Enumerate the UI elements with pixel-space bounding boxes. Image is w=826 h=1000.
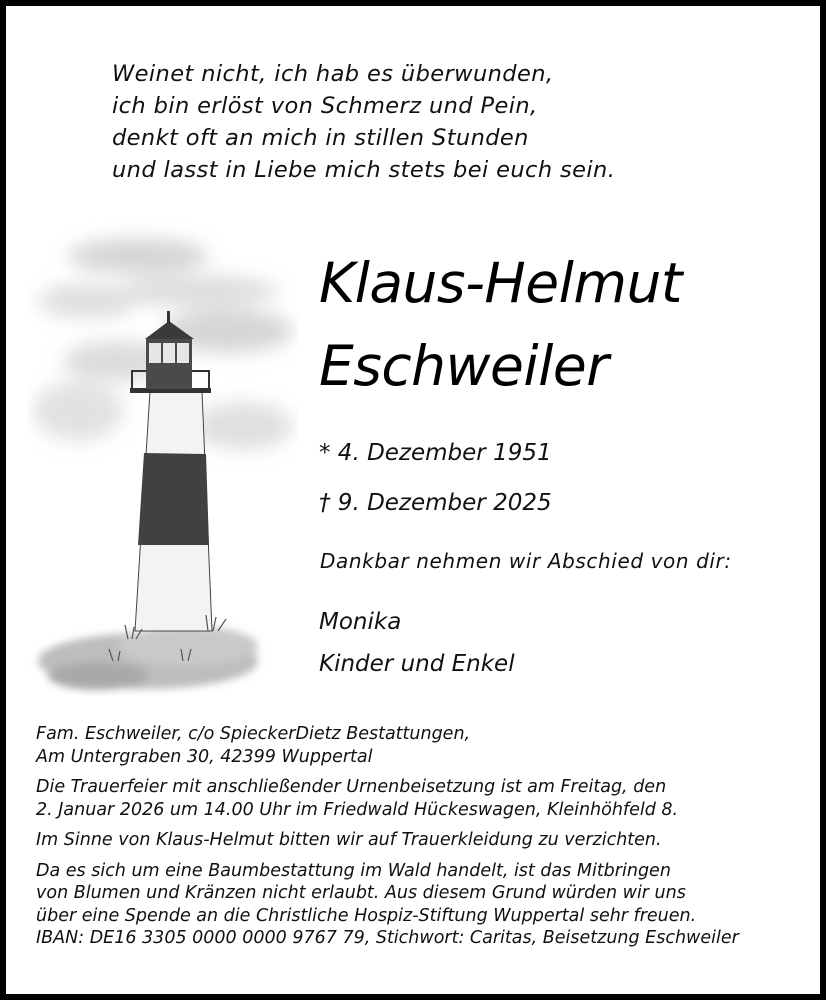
mourner: Kinder und Enkel	[319, 651, 515, 677]
death-date: † 9. Dezember 2025	[319, 490, 552, 516]
farewell-intro: Dankbar nehmen wir Abschied von dir:	[320, 549, 732, 573]
deceased-name	[319, 242, 682, 408]
contact-address	[36, 723, 739, 768]
ceremony-line: 2. Januar 2026 um 14.00 Uhr im Friedwald Hückeswagen, Kleinhöhfeld 8.	[36, 799, 679, 820]
poem-line: ich bin erlöst von Schmerz und Pein,	[112, 93, 538, 119]
address-line: Am Untergraben 30, 42399 Wuppertal	[36, 746, 373, 767]
notice-footer	[36, 723, 739, 958]
ceremony-info	[36, 776, 739, 821]
dress-line: Im Sinne von Klaus-Helmut bitten wir auf Trauerkleidung zu verzichten.	[36, 830, 662, 850]
iban-line: IBAN: DE16 3305 0000 0000 9767 79, Stichwort: Caritas, Beisetzung Eschweiler	[36, 928, 739, 948]
lighthouse-icon	[28, 221, 298, 696]
mourner: Monika	[319, 609, 402, 635]
address-line: Fam. Eschweiler, c/o SpieckerDietz Bestattungen,	[36, 724, 471, 744]
birth-date: * 4. Dezember 1951	[319, 440, 552, 466]
donation-line: über eine Spende an die Christliche Hospiz-Stiftung Wuppertal sehr freuen.	[36, 905, 697, 926]
life-dates	[319, 428, 552, 528]
dress-code	[36, 829, 739, 852]
last-name: Eschweiler	[319, 334, 609, 398]
poem-line: Weinet nicht, ich hab es überwunden,	[112, 61, 554, 87]
poem-line: denkt oft an mich in stillen Stunden	[112, 125, 529, 151]
mourners-list	[319, 601, 515, 685]
ceremony-line: Die Trauerfeier mit anschließender Urnenbeisetzung ist am Freitag, den	[36, 777, 667, 797]
first-name: Klaus-Helmut	[319, 251, 682, 315]
donation-line: von Blumen und Kränzen nicht erlaubt. Aus diesem Grund würden wir uns	[36, 883, 686, 903]
donation-line: Da es sich um eine Baumbestattung im Wald handelt, ist das Mitbringen	[36, 860, 671, 881]
donation-info	[36, 860, 739, 950]
poem	[112, 58, 615, 186]
poem-line: und lasst in Liebe mich stets bei euch sein.	[112, 157, 616, 183]
